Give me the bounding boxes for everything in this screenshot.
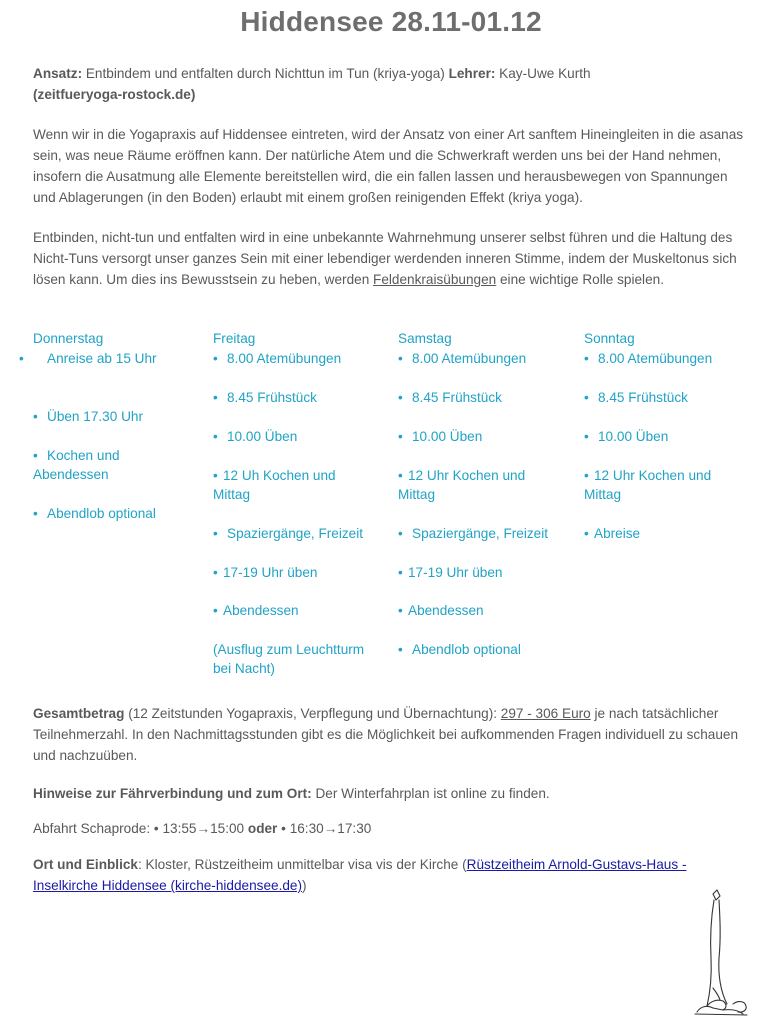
bullet-icon: •	[584, 468, 589, 483]
ferry-text: Der Winterfahrplan ist online zu finden.	[311, 786, 550, 801]
place-label: Ort und Einblick	[33, 857, 138, 872]
schedule-item: • Kochen und Abendessen	[33, 448, 120, 482]
schedule-column-freitag	[213, 329, 383, 676]
schedule-item: • 12 Uhr Kochen und Mittag	[398, 468, 526, 502]
schedule-item: • Spaziergänge, Freizeit	[398, 526, 549, 541]
departure-time-1: 13:55→15:00	[162, 821, 245, 836]
bullet-icon: •	[584, 390, 589, 405]
schedule-column-samstag	[398, 329, 573, 657]
schedule-item: (Ausflug zum Leuchtturm bei Nacht)	[213, 642, 365, 676]
schedule-column-sonntag	[584, 329, 749, 541]
schedule-item: • 12 Uhr Kochen und Mittag	[584, 468, 712, 502]
feldenkrais-link[interactable]: Feldenkraisübungen	[373, 272, 497, 287]
bullet-icon: •	[213, 390, 218, 405]
schedule-item: • Abendlob optional	[398, 642, 521, 657]
schedule-item: • Abendessen	[213, 603, 299, 618]
bullet-icon: •	[398, 642, 403, 657]
bullet-icon: •	[213, 603, 218, 618]
schedule-item: • 10.00 Üben	[213, 429, 298, 444]
schedule-item: • Abendessen	[398, 603, 484, 618]
schedule-column-donnerstag	[19, 329, 183, 521]
schedule-day: Freitag	[213, 331, 256, 346]
bullet-icon: •	[213, 468, 218, 483]
bullet-icon: •	[33, 409, 38, 424]
schedule-item: • 8.00 Atemübungen	[398, 351, 527, 366]
intro-paragraph	[33, 63, 749, 105]
cost-text-after: je nach tatsächlicher Teilnehmerzahl. In den Nachmittagsstunden gibt es die Möglichkeit bei aufkommenden Fragen individuell zu schauen und nachzuüben.	[33, 706, 739, 763]
place-close: )	[302, 878, 307, 893]
bullet-icon: •	[213, 526, 218, 541]
schedule-item: • Anreise ab 15 Uhr	[19, 351, 157, 366]
bullet-icon: •	[213, 429, 218, 444]
schedule-item: • 8.45 Frühstück	[584, 390, 688, 405]
bullet-icon: •	[398, 351, 403, 366]
departure-time-2: 16:30→17:30	[289, 821, 372, 836]
cost-paragraph	[33, 703, 749, 766]
website-text: (zeitfueryoga-rostock.de)	[33, 87, 196, 102]
bullet-icon: •	[398, 565, 403, 580]
schedule-day: Sonntag	[584, 331, 635, 346]
place-text: : Kloster, Rüstzeitheim unmittelbar visa vis der Kirche (	[137, 857, 467, 872]
schedule-day: Samstag	[398, 331, 452, 346]
ansatz-text: Entbindem und entfalten durch Nichttun im Tun (kriya-yoga)	[82, 66, 449, 81]
schedule-item: • 10.00 Üben	[398, 429, 483, 444]
place-paragraph	[33, 854, 749, 896]
schedule-item: • Spaziergänge, Freizeit	[213, 526, 364, 541]
ferry-paragraph	[33, 783, 749, 804]
bullet-icon: •	[398, 468, 403, 483]
lehrer-label: Lehrer:	[448, 66, 496, 81]
schedule-item: • 17-19 Uhr üben	[213, 565, 318, 580]
bullet-icon: •	[153, 821, 159, 836]
paragraph2-text-after: eine wichtige Rolle spielen.	[496, 272, 664, 287]
price-text: 297 - 306 Euro	[500, 706, 591, 721]
cost-text-before: (12 Zeitstunden Yogapraxis, Verpflegung und Übernachtung):	[124, 706, 501, 721]
schedule-item: • 8.00 Atemübungen	[213, 351, 342, 366]
schedule-item: • 17-19 Uhr üben	[398, 565, 503, 580]
bullet-icon: •	[213, 565, 218, 580]
bullet-icon: •	[398, 526, 403, 541]
lehrer-text: Kay-Uwe Kurth	[495, 66, 591, 81]
bullet-icon: •	[584, 526, 589, 541]
page-title: Hiddensee 28.11-01.12	[240, 6, 542, 37]
paragraph-approach: Wenn wir in die Yogapraxis auf Hiddensee eintreten, wird der Ansatz von einer Art sanftem Hineingleiten in die asanas sein, was neue Räume eröffnen kann. Der natürliche Atem und die Schwerkraft werden uns bei der Hand nehmen, insofern die Ausatmung alle Elemente bereitstellen wird, die ein fallen lassen und herausbewegen von Spannungen und Ablagerungen (in den Boden) erlaubt mit einem großen reinigenden Effekt (kriya yoga).	[33, 127, 744, 205]
bullet-icon: •	[398, 603, 403, 618]
schedule-item: • Abendlob optional	[33, 506, 156, 521]
schedule-item: • 12 Uh Kochen und Mittag	[213, 468, 336, 502]
schedule-item: • Abreise	[584, 526, 641, 541]
schedule-day: Donnerstag	[33, 331, 104, 346]
bullet-icon: •	[398, 390, 403, 405]
bullet-icon: •	[584, 429, 589, 444]
departure-paragraph	[33, 818, 749, 839]
ansatz-label: Ansatz:	[33, 66, 83, 81]
bullet-icon: •	[19, 351, 24, 366]
departure-label: Abfahrt Schaprode:	[33, 821, 151, 836]
ferry-label: Hinweise zur Fährverbindung und zum Ort:	[33, 786, 312, 801]
departure-oder: oder	[247, 821, 278, 836]
bullet-icon: •	[398, 429, 403, 444]
bullet-icon: •	[281, 821, 286, 836]
schedule-item: • 8.45 Frühstück	[213, 390, 317, 405]
yoga-shoulderstand-drawing-icon	[683, 888, 753, 1018]
schedule-item: • 8.00 Atemübungen	[584, 351, 713, 366]
cost-label: Gesamtbetrag	[33, 706, 125, 721]
schedule-item: • 8.45 Frühstück	[398, 390, 502, 405]
schedule-item: • 10.00 Üben	[584, 429, 669, 444]
schedule-item: • Üben 17.30 Uhr	[33, 409, 143, 424]
bullet-icon: •	[33, 506, 38, 521]
bullet-icon: •	[33, 448, 38, 463]
church-link[interactable]: Rüstzeitheim Arnold-Gustavs-Haus - Inselkirche Hiddensee (kirche-hiddensee.de)	[33, 857, 687, 893]
bullet-icon: •	[584, 351, 589, 366]
paragraph-feldenkrais	[33, 227, 749, 290]
paragraph2-text-before: Entbinden, nicht-tun und entfalten wird in eine unbekannte Wahrnehmung unserer selbst führen und die Haltung des Nicht-Tuns versorgt unser ganzes Sein mit einer lebendiger werdenden inneren Stimme, indem der Muskeltonus sich lösen kann. Um dies ins Bewusstsein zu heben, werden	[33, 230, 737, 287]
bullet-icon: •	[213, 351, 218, 366]
